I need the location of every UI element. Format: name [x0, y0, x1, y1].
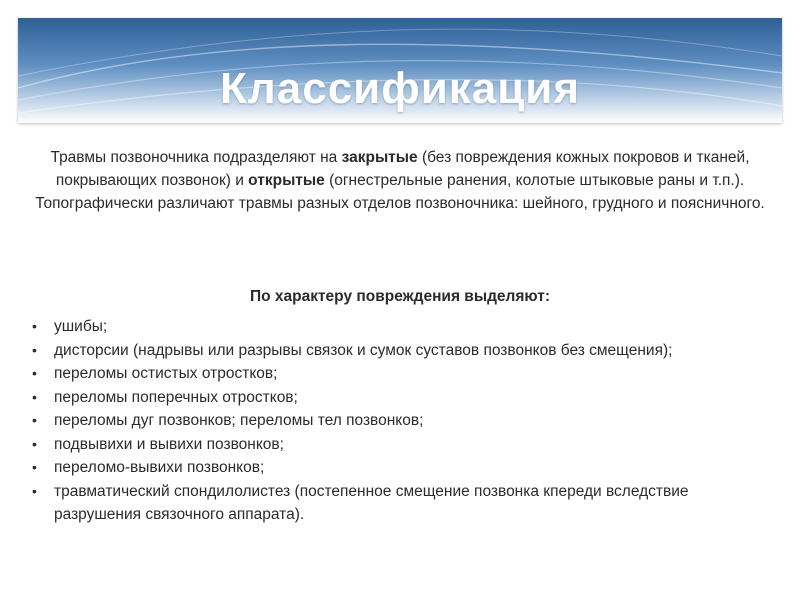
intro-sentence1-end: (огнестрельные ранения, колотые штыковые раны и т.п.).: [324, 172, 745, 189]
intro-sentence1-start: Травмы позвоночника подразделяют на: [50, 149, 342, 166]
list-item: • переломы остистых отростков;: [30, 362, 750, 386]
intro-sentence1-middle: (без повреждения кожных покровов и тканей, покрывающих позвонок) и: [55, 149, 750, 189]
intro-sentence2: Топографически различают травмы разных отделов позвоночника: шейного, грудного и поясничного.: [35, 195, 765, 212]
open-term: открытые: [248, 172, 325, 189]
list-item: • подвывихи и вывихи позвонков;: [30, 433, 750, 457]
list-item: • переломы поперечных отростков;: [30, 386, 750, 410]
intro-paragraph: [30, 146, 770, 215]
list-item: • дисторсии (надрывы или разрывы связок и сумок суставов позвонков без смещения);: [30, 339, 750, 363]
section-heading: По характеру повреждения выделяют:: [249, 288, 551, 305]
list-item: • травматический спондилолистез (постепенное смещение позвонка кпереди вследствие разрушения связочного аппарата).: [30, 480, 750, 527]
list-item: • переломы дуг позвонков; переломы тел позвонков;: [30, 409, 750, 433]
list-item: • ушибы;: [30, 315, 750, 339]
list-item: • переломо-вывихи позвонков;: [30, 456, 750, 480]
closed-term: закрытые: [341, 149, 418, 166]
slide-title: Классификация: [219, 64, 581, 113]
title-banner: [18, 18, 782, 123]
injury-types-list: [30, 315, 750, 527]
